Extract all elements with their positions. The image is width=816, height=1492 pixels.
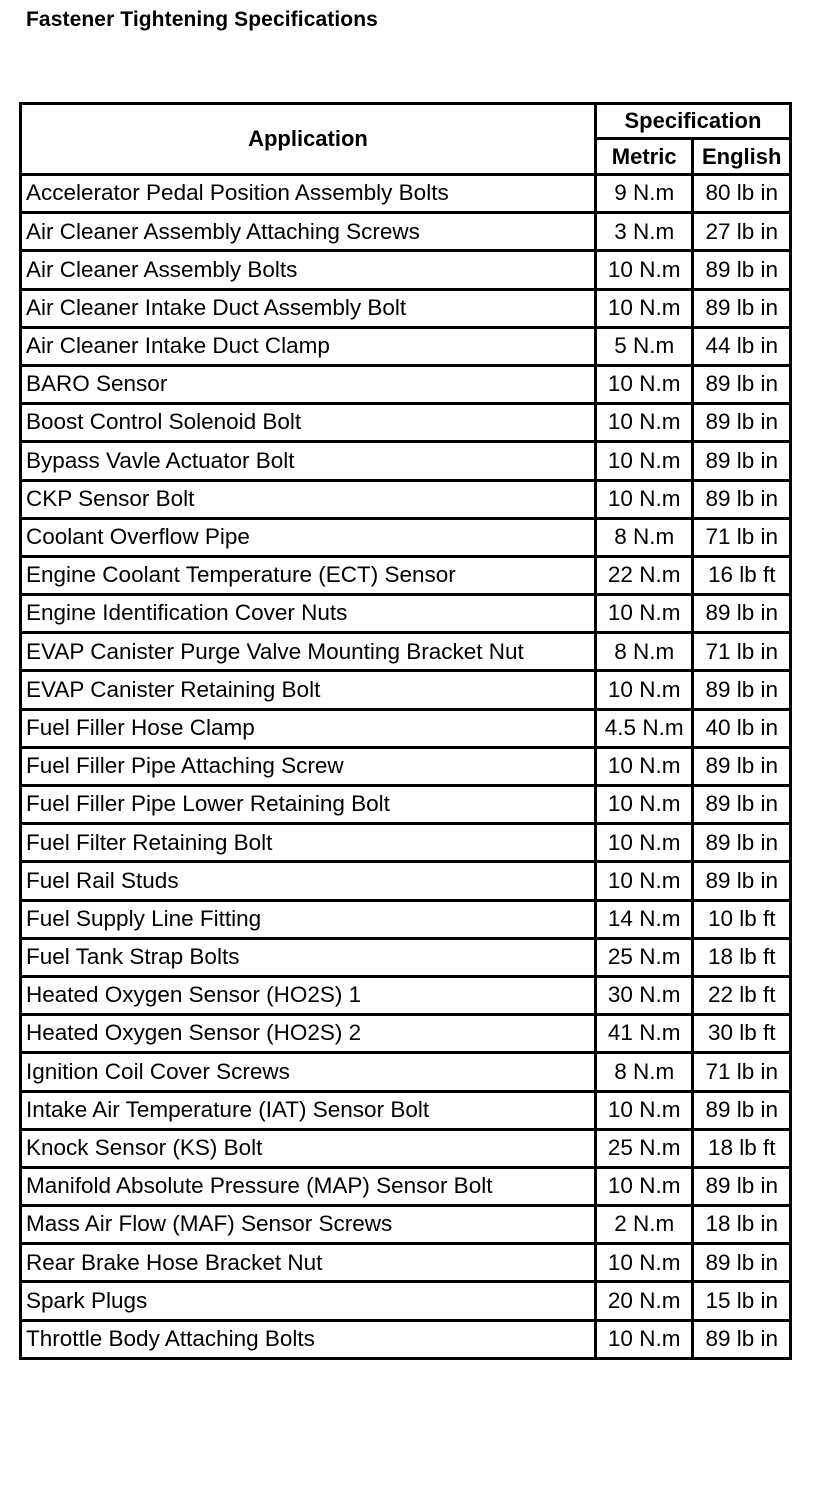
application-cell: Boost Control Solenoid Bolt [21,404,596,442]
metric-cell: 10 N.m [595,289,693,327]
english-cell: 71 lb in [693,518,791,556]
metric-cell: 10 N.m [595,824,693,862]
english-cell: 30 lb ft [693,1015,791,1053]
table-row [21,365,791,403]
application-cell: Coolant Overflow Pipe [21,518,596,556]
table-row [21,671,791,709]
table-row [21,1053,791,1091]
metric-cell: 2 N.m [595,1206,693,1244]
table-row [21,213,791,251]
header-specification: Specification [595,104,790,139]
metric-cell: 3 N.m [595,213,693,251]
table-row [21,442,791,480]
application-cell: Intake Air Temperature (IAT) Sensor Bolt [21,1091,596,1129]
application-cell: Fuel Tank Strap Bolts [21,938,596,976]
metric-cell: 8 N.m [595,518,693,556]
metric-cell: 5 N.m [595,327,693,365]
english-cell: 18 lb ft [693,938,791,976]
metric-cell: 30 N.m [595,976,693,1014]
application-cell: Air Cleaner Assembly Bolts [21,251,596,289]
english-cell: 89 lb in [693,1167,791,1205]
metric-cell: 9 N.m [595,175,693,213]
metric-cell: 10 N.m [595,747,693,785]
application-cell: Air Cleaner Intake Duct Assembly Bolt [21,289,596,327]
table-row [21,327,791,365]
english-cell: 89 lb in [693,1244,791,1282]
application-cell: Heated Oxygen Sensor (HO2S) 1 [21,976,596,1014]
metric-cell: 10 N.m [595,1244,693,1282]
application-cell: Bypass Vavle Actuator Bolt [21,442,596,480]
application-cell: Fuel Supply Line Fitting [21,900,596,938]
english-cell: 89 lb in [693,595,791,633]
table-row [21,976,791,1014]
application-cell: Heated Oxygen Sensor (HO2S) 2 [21,1015,596,1053]
header-english: English [693,139,791,175]
application-cell: Fuel Filler Pipe Lower Retaining Bolt [21,786,596,824]
metric-cell: 10 N.m [595,1320,693,1358]
table-row [21,1244,791,1282]
metric-cell: 14 N.m [595,900,693,938]
english-cell: 71 lb in [693,633,791,671]
english-cell: 89 lb in [693,442,791,480]
english-cell: 89 lb in [693,251,791,289]
table-row [21,556,791,594]
fastener-spec-table [19,102,792,1360]
english-cell: 89 lb in [693,824,791,862]
english-cell: 89 lb in [693,404,791,442]
english-cell: 18 lb in [693,1206,791,1244]
english-cell: 89 lb in [693,747,791,785]
application-cell: Throttle Body Attaching Bolts [21,1320,596,1358]
application-cell: BARO Sensor [21,365,596,403]
application-cell: Fuel Filler Hose Clamp [21,709,596,747]
table-row [21,251,791,289]
table-row [21,1091,791,1129]
table-row [21,404,791,442]
application-cell: Manifold Absolute Pressure (MAP) Sensor Bolt [21,1167,596,1205]
metric-cell: 10 N.m [595,1091,693,1129]
metric-cell: 10 N.m [595,365,693,403]
metric-cell: 10 N.m [595,671,693,709]
metric-cell: 10 N.m [595,1167,693,1205]
table-row [21,786,791,824]
table-row [21,709,791,747]
table-row [21,862,791,900]
table-row [21,175,791,213]
table-row [21,518,791,556]
table-row [21,289,791,327]
metric-cell: 22 N.m [595,556,693,594]
table-body [21,175,791,1359]
table-header [21,104,791,175]
application-cell: Engine Identification Cover Nuts [21,595,596,633]
application-cell: Rear Brake Hose Bracket Nut [21,1244,596,1282]
table-row [21,1015,791,1053]
application-cell: Air Cleaner Assembly Attaching Screws [21,213,596,251]
metric-cell: 10 N.m [595,786,693,824]
application-cell: CKP Sensor Bolt [21,480,596,518]
table-row [21,938,791,976]
table-row [21,900,791,938]
english-cell: 71 lb in [693,1053,791,1091]
metric-cell: 41 N.m [595,1015,693,1053]
english-cell: 89 lb in [693,671,791,709]
table-row [21,824,791,862]
table-row [21,480,791,518]
application-cell: EVAP Canister Purge Valve Mounting Bracket Nut [21,633,596,671]
table-row [21,1206,791,1244]
application-cell: Engine Coolant Temperature (ECT) Sensor [21,556,596,594]
application-cell: Accelerator Pedal Position Assembly Bolts [21,175,596,213]
metric-cell: 10 N.m [595,595,693,633]
metric-cell: 10 N.m [595,251,693,289]
english-cell: 10 lb ft [693,900,791,938]
application-cell: Knock Sensor (KS) Bolt [21,1129,596,1167]
application-cell: Fuel Filler Pipe Attaching Screw [21,747,596,785]
metric-cell: 25 N.m [595,1129,693,1167]
metric-cell: 25 N.m [595,938,693,976]
application-cell: EVAP Canister Retaining Bolt [21,671,596,709]
metric-cell: 10 N.m [595,862,693,900]
table-row [21,747,791,785]
english-cell: 89 lb in [693,786,791,824]
english-cell: 40 lb in [693,709,791,747]
table-row [21,1320,791,1358]
english-cell: 89 lb in [693,862,791,900]
english-cell: 89 lb in [693,480,791,518]
table-row [21,633,791,671]
english-cell: 44 lb in [693,327,791,365]
english-cell: 89 lb in [693,1320,791,1358]
english-cell: 80 lb in [693,175,791,213]
metric-cell: 8 N.m [595,633,693,671]
metric-cell: 8 N.m [595,1053,693,1091]
table-row [21,1282,791,1320]
application-cell: Air Cleaner Intake Duct Clamp [21,327,596,365]
metric-cell: 20 N.m [595,1282,693,1320]
header-metric: Metric [595,139,693,175]
page-title: Fastener Tightening Specifications [26,8,378,31]
table-row [21,595,791,633]
header-application: Application [21,104,596,175]
metric-cell: 4.5 N.m [595,709,693,747]
application-cell: Spark Plugs [21,1282,596,1320]
application-cell: Mass Air Flow (MAF) Sensor Screws [21,1206,596,1244]
metric-cell: 10 N.m [595,404,693,442]
metric-cell: 10 N.m [595,442,693,480]
application-cell: Fuel Rail Studs [21,862,596,900]
english-cell: 18 lb ft [693,1129,791,1167]
application-cell: Fuel Filter Retaining Bolt [21,824,596,862]
english-cell: 89 lb in [693,289,791,327]
english-cell: 16 lb ft [693,556,791,594]
english-cell: 89 lb in [693,1091,791,1129]
english-cell: 89 lb in [693,365,791,403]
table-row [21,1129,791,1167]
metric-cell: 10 N.m [595,480,693,518]
english-cell: 27 lb in [693,213,791,251]
application-cell: Ignition Coil Cover Screws [21,1053,596,1091]
english-cell: 22 lb ft [693,976,791,1014]
english-cell: 15 lb in [693,1282,791,1320]
table-row [21,1167,791,1205]
